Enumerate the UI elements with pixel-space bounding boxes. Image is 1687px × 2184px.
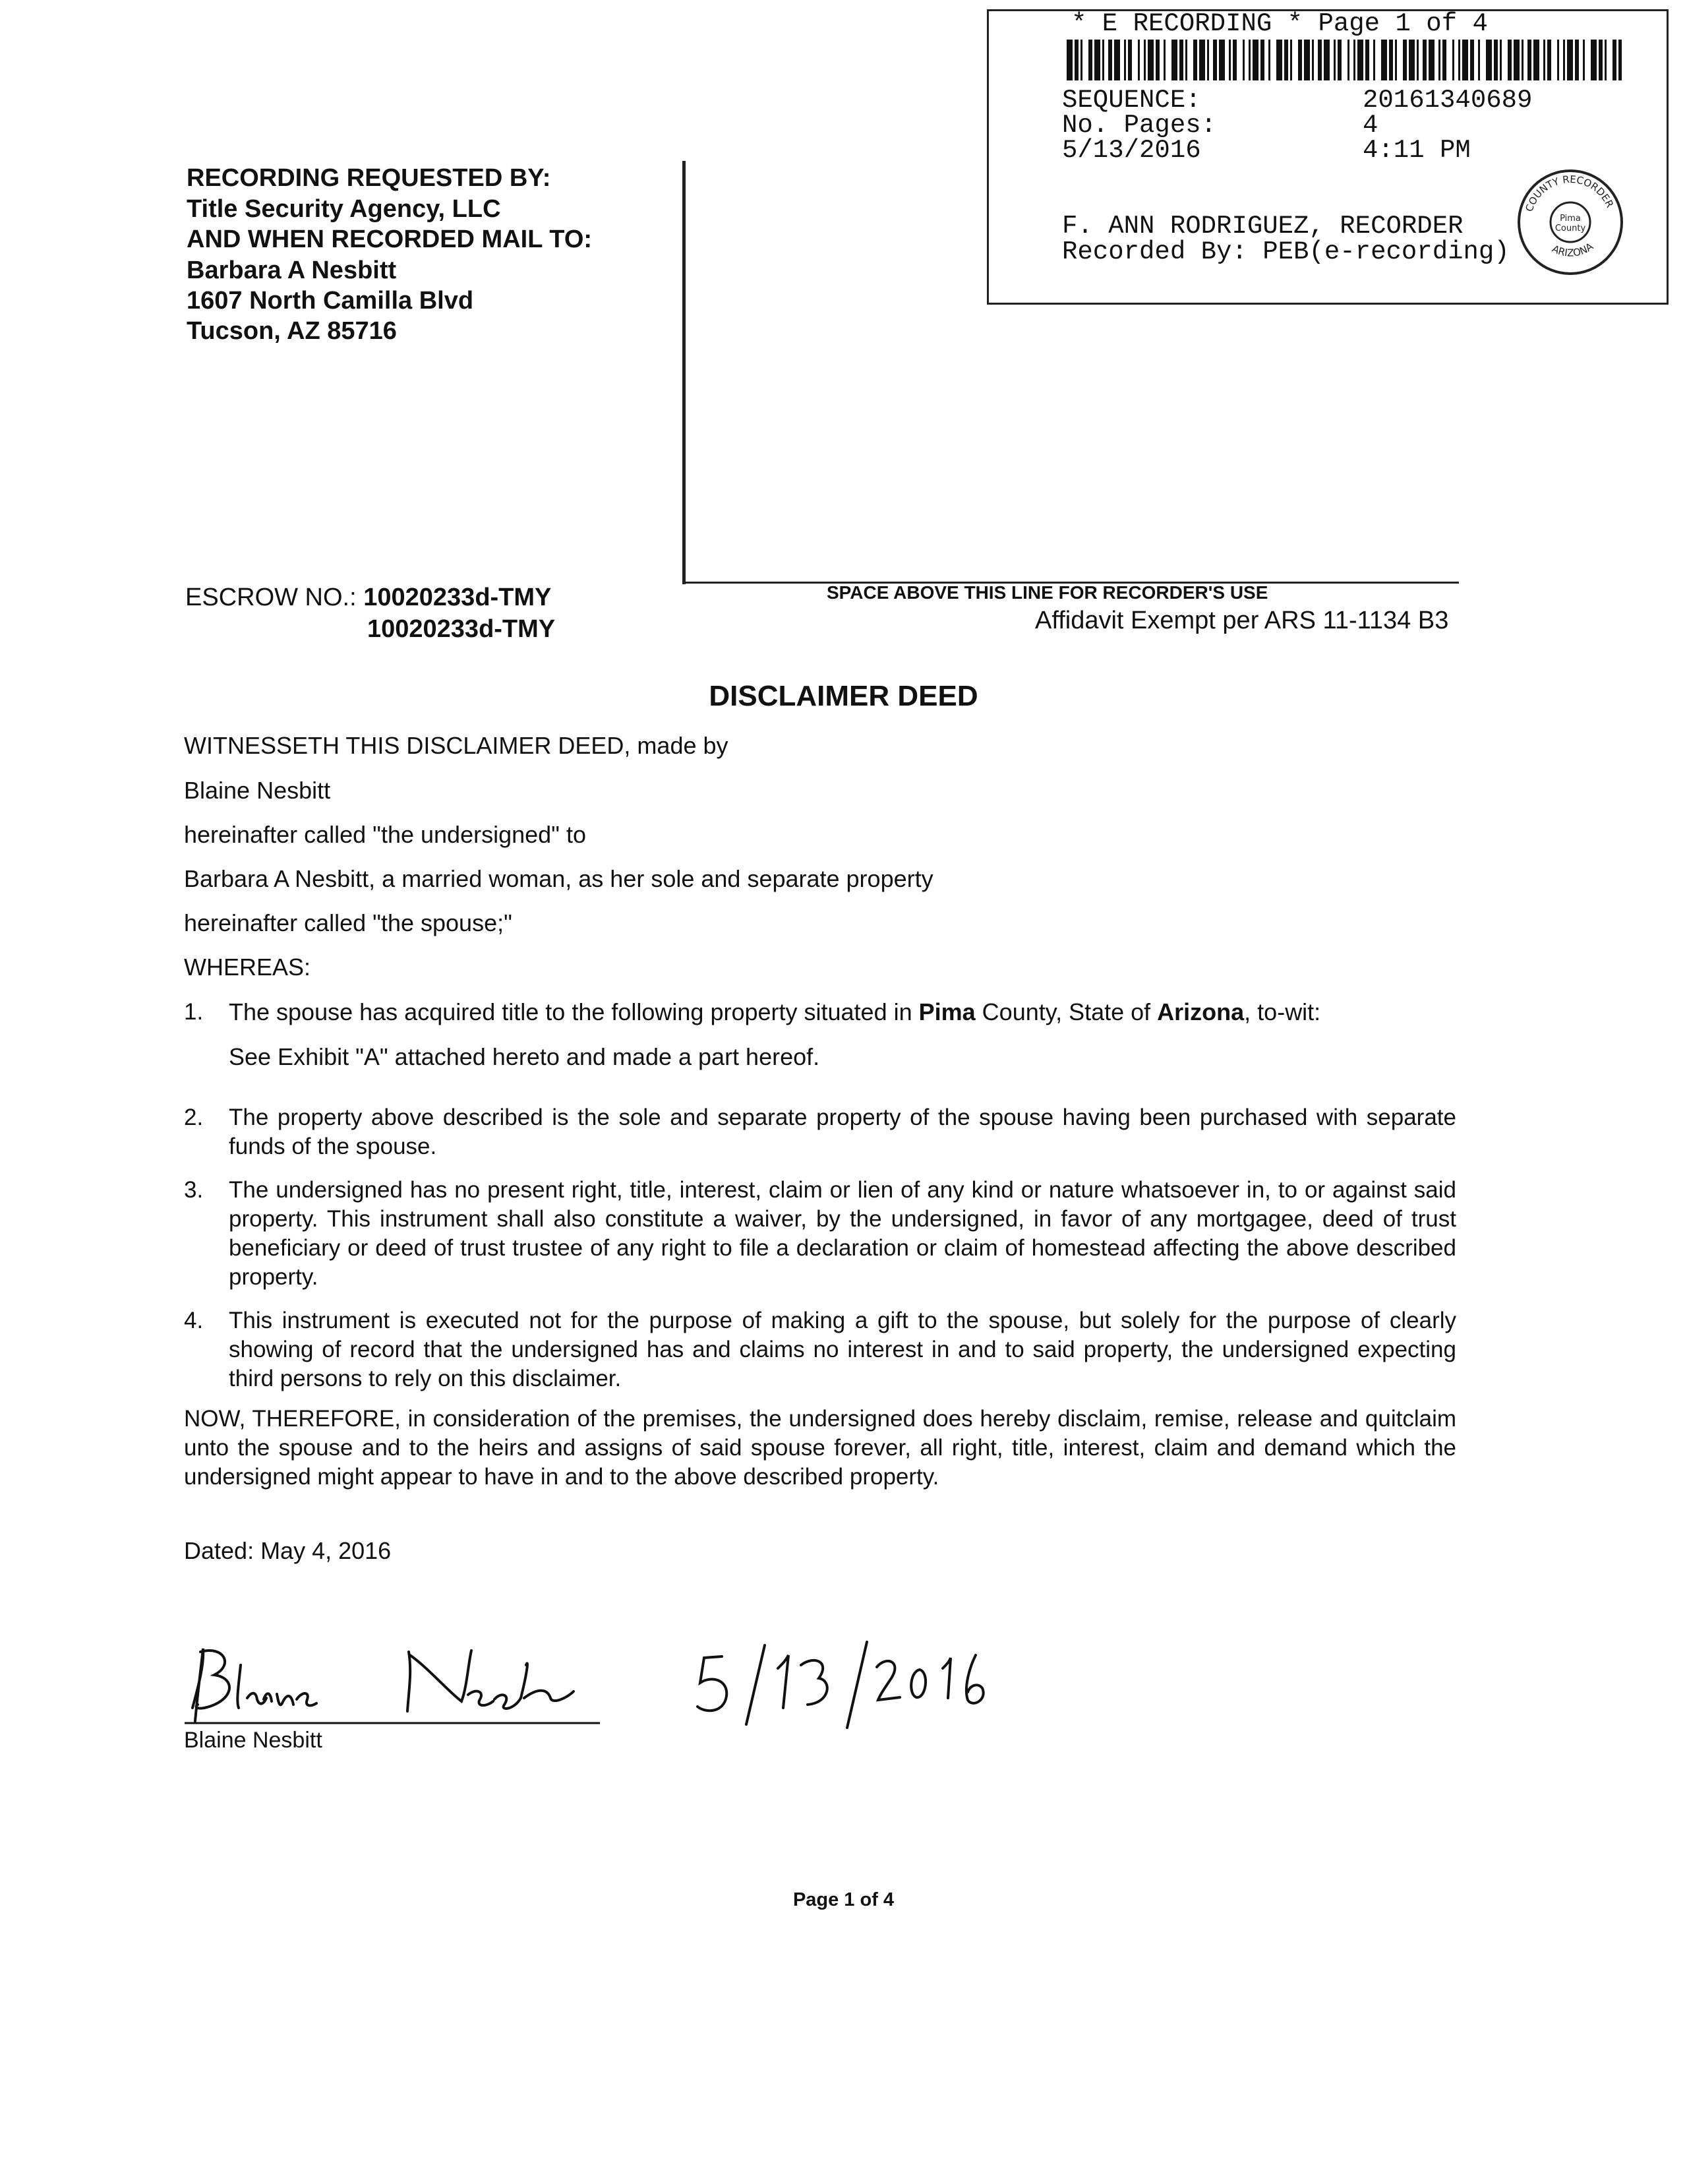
barcode-bar xyxy=(1229,40,1231,80)
barcode-bar xyxy=(1102,40,1104,80)
barcode-bar xyxy=(1088,40,1092,80)
record-time: 4:11 PM xyxy=(1363,136,1471,165)
mail-to-street: 1607 North Camilla Blvd xyxy=(187,287,474,315)
page-number: Page 1 of 4 xyxy=(792,1889,895,1910)
barcode-bar xyxy=(1381,40,1387,80)
barcode-bar xyxy=(1347,40,1349,80)
barcode-bar xyxy=(1365,40,1369,80)
barcode-bar xyxy=(1067,40,1073,80)
barcode-bar xyxy=(1338,40,1342,80)
escrow-number-2: 10020233d-TMY xyxy=(367,615,556,643)
seal-center-2: County xyxy=(1554,224,1586,233)
barcode-bar xyxy=(1389,40,1393,80)
barcode-bar xyxy=(1276,40,1282,80)
barcode-bar xyxy=(1438,40,1440,80)
barcode-bar xyxy=(1268,40,1270,80)
barcode-bar xyxy=(1599,40,1603,80)
barcode-bar xyxy=(1442,40,1446,80)
barcode-bar xyxy=(1164,40,1166,80)
witnesseth-line: WITNESSETH THIS DISCLAIMER DEED, made by xyxy=(184,732,728,759)
barcode-bar xyxy=(1219,40,1225,80)
pages-value: 4 xyxy=(1363,111,1378,140)
barcode-bar xyxy=(1193,40,1197,80)
barcode-bar xyxy=(1185,40,1187,80)
recorder-use-label: SPACE ABOVE THIS LINE FOR RECORDER'S USE xyxy=(827,582,1268,603)
item-3-number: 3. xyxy=(184,1177,204,1203)
barcode-bar xyxy=(1605,40,1607,80)
item-4-number: 4. xyxy=(184,1308,204,1333)
barcode-bar xyxy=(1543,40,1545,80)
grantor-name: Blaine Nesbitt xyxy=(184,777,331,804)
barcode-bar xyxy=(1304,40,1310,80)
barcode-bar xyxy=(1409,40,1415,80)
svg-text:ARIZONA xyxy=(1550,240,1595,258)
barcode-bar xyxy=(1213,40,1217,80)
barcode-bar xyxy=(1148,40,1154,80)
recording-header: * E RECORDING * Page 1 of 4 xyxy=(1071,9,1488,38)
barcode-bar xyxy=(1508,40,1512,80)
barcode-bar xyxy=(1462,40,1468,80)
item-4-text: This instrument is executed not for the purpose of making a gift to the spouse, but solely for the purpose of clearly showing of record that the undersigned has and claims no interest in and to said property, the undersigned expecting third persons to rely on this disclaimer. xyxy=(229,1308,1456,1391)
spouse-line: hereinafter called "the spouse;" xyxy=(184,909,512,936)
item-2-number: 2. xyxy=(184,1105,204,1130)
barcode-bar xyxy=(1557,40,1559,80)
escrow-number: 10020233d-TMY xyxy=(363,584,552,611)
escrow-line xyxy=(185,582,551,613)
barcode-bar xyxy=(1249,40,1251,80)
barcode-bar xyxy=(1470,40,1474,80)
item-1-number: 1. xyxy=(184,999,204,1025)
signature-handwritten xyxy=(178,1625,613,1744)
barcode-bar xyxy=(1156,40,1160,80)
record-date: 5/13/2016 xyxy=(1062,136,1201,165)
dated-line: Dated: May 4, 2016 xyxy=(184,1537,392,1564)
barcode-bar xyxy=(1583,40,1585,80)
barcode-bar xyxy=(1486,40,1492,80)
barcode-bar xyxy=(1547,40,1551,80)
mail-to-name: Barbara A Nesbitt xyxy=(187,257,397,284)
barcode xyxy=(1067,40,1622,80)
barcode-bar xyxy=(1260,40,1264,80)
barcode-bar xyxy=(1138,40,1140,80)
barcode-bar xyxy=(1423,40,1427,80)
item-2-text: The property above described is the sole and separate property of the spouse having been purchased with separate funds of the spouse. xyxy=(229,1105,1456,1159)
item-1-exhibit: See Exhibit "A" attached hereto and made a part hereof. xyxy=(229,1043,820,1070)
barcode-bar xyxy=(1500,40,1502,80)
title-company: Title Security Agency, LLC xyxy=(187,195,501,223)
barcode-bar xyxy=(1458,40,1460,80)
barcode-bar xyxy=(1171,40,1177,80)
barcode-bar xyxy=(1533,40,1539,80)
barcode-bar xyxy=(1478,40,1480,80)
barcode-bar xyxy=(1373,40,1375,80)
sequence-value: 20161340689 xyxy=(1363,86,1533,115)
vertical-rule xyxy=(682,161,686,584)
barcode-bar xyxy=(1114,40,1120,80)
barcode-bar xyxy=(1395,40,1397,80)
recorder-name: F. ANN RODRIGUEZ, RECORDER xyxy=(1062,212,1464,241)
grantee-line: Barbara A Nesbitt, a married woman, as her sole and separate property xyxy=(184,865,933,892)
recorded-by: Recorded By: PEB(e-recording) xyxy=(1062,237,1510,266)
barcode-bar xyxy=(1591,40,1597,80)
handwritten-date xyxy=(692,1629,1061,1734)
seal-bottom-text: ARIZONA xyxy=(1550,240,1596,259)
item-1-text: The spouse has acquired title to the following property situated in Pima County, State of Arizona, to-wit: xyxy=(229,998,1321,1025)
affidavit-exempt: Affidavit Exempt per ARS 11-1134 B3 xyxy=(1035,607,1449,634)
barcode-bar xyxy=(1452,40,1454,80)
barcode-bar xyxy=(1417,40,1419,80)
barcode-bar xyxy=(1312,40,1314,80)
item-3-text: The undersigned has no present right, title, interest, claim or lien of any kind or nature whatsoever in, to or against said property. This instrument shall also constitute a waiver, by the undersigned, in favor of any mortgagee, deed of trust beneficiary or deed of trust trustee of any right to file a declaration or claim of homestead affecting the above described property. xyxy=(229,1177,1456,1290)
therefore-clause: NOW, THEREFORE, in consideration of the premises, the undersigned does hereby disclaim, remise, release and quitclaim unto the spouse and to the heirs and assigns of said spouse forever, all right, title, interest, claim and demand which the undersigned might appear to have in and to the above described property. xyxy=(184,1406,1456,1490)
barcode-bar xyxy=(1179,40,1183,80)
barcode-bar xyxy=(1522,40,1524,80)
barcode-bar xyxy=(1334,40,1336,80)
pages-label: No. Pages: xyxy=(1062,111,1217,140)
mail-to-label: AND WHEN RECORDED MAIL TO: xyxy=(187,226,593,253)
barcode-bar xyxy=(1357,40,1363,80)
barcode-bar xyxy=(1207,40,1209,80)
barcode-bar xyxy=(1618,40,1622,80)
barcode-bar xyxy=(1403,40,1407,80)
undersigned-line: hereinafter called "the undersigned" to xyxy=(184,821,586,848)
barcode-bar xyxy=(1353,40,1355,80)
barcode-bar xyxy=(1527,40,1531,80)
barcode-bar xyxy=(1567,40,1573,80)
document-title: DISCLAIMER DEED xyxy=(709,680,978,712)
barcode-bar xyxy=(1298,40,1302,80)
barcode-bar xyxy=(1429,40,1435,80)
barcode-bar xyxy=(1324,40,1330,80)
barcode-bar xyxy=(1094,40,1100,80)
sequence-label: SEQUENCE: xyxy=(1062,86,1201,115)
barcode-bar xyxy=(1290,40,1292,80)
county-name: Pima xyxy=(918,998,976,1025)
mail-to-city: Tucson, AZ 85716 xyxy=(187,317,397,345)
barcode-bar xyxy=(1563,40,1565,80)
barcode-bar xyxy=(1253,40,1258,80)
barcode-bar xyxy=(1144,40,1146,80)
barcode-bar xyxy=(1199,40,1205,80)
escrow-label: ESCROW NO.: xyxy=(185,584,357,611)
barcode-bar xyxy=(1233,40,1237,80)
barcode-bar xyxy=(1243,40,1245,80)
barcode-bar xyxy=(1124,40,1126,80)
barcode-bar xyxy=(1514,40,1520,80)
barcode-bar xyxy=(1318,40,1322,80)
barcode-bar xyxy=(1494,40,1498,80)
barcode-bar xyxy=(1128,40,1132,80)
seal-top-text: COUNTY RECORDER xyxy=(1523,173,1616,214)
signer-printed-name: Blaine Nesbitt xyxy=(184,1728,322,1753)
barcode-bar xyxy=(1075,40,1079,80)
barcode-bar xyxy=(1108,40,1112,80)
barcode-bar xyxy=(1284,40,1288,80)
whereas-label: WHEREAS: xyxy=(184,954,311,981)
barcode-bar xyxy=(1080,40,1082,80)
county-seal-icon xyxy=(1516,168,1625,277)
seal-center-1: Pima xyxy=(1560,214,1581,224)
state-name: Arizona xyxy=(1157,998,1245,1025)
recording-requested-by: RECORDING REQUESTED BY: xyxy=(187,164,551,192)
barcode-bar xyxy=(1575,40,1579,80)
svg-text:COUNTY RECORDER xyxy=(1523,173,1616,214)
barcode-bar xyxy=(1613,40,1616,80)
